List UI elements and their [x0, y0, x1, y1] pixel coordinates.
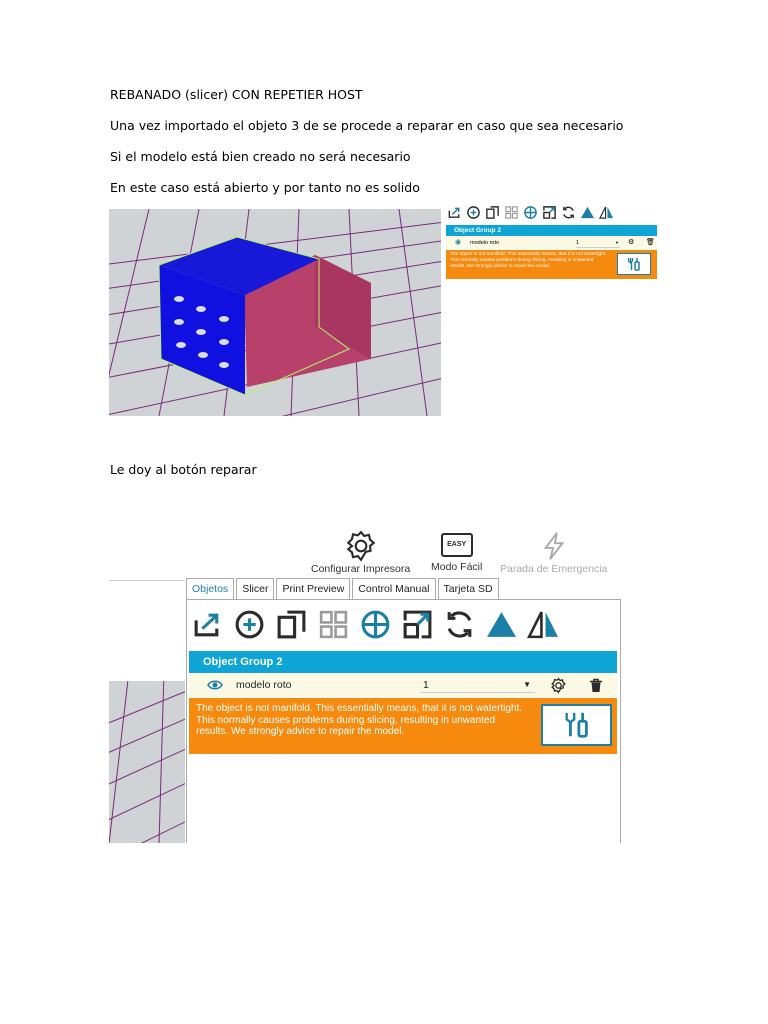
add-icon[interactable] [466, 205, 481, 220]
mirror-icon[interactable] [580, 205, 595, 220]
mirror-split-icon[interactable] [527, 608, 560, 641]
scale-icon[interactable] [401, 608, 434, 641]
chevron-down-icon: ▼ [523, 680, 531, 689]
object-name: modelo roto [236, 679, 292, 691]
tab-control-manual[interactable]: Control Manual [352, 578, 435, 600]
doc-title: REBANADO (slicer) CON REPETIER HOST [110, 87, 363, 102]
warning-text: The object is not manifold. This essentially means, that it is not watertight. This normally causes problems during slicing, resulting in unwanted results. We strongly advice to repair the model. [196, 703, 523, 737]
objects-tab-content [186, 599, 621, 843]
eye-icon[interactable] [207, 678, 223, 692]
easy-mode-label: Modo Fácil [431, 561, 483, 573]
tab-slicer[interactable]: Slicer [236, 578, 274, 600]
repair-button[interactable] [541, 704, 612, 746]
eye-icon[interactable]: ◉ [455, 239, 462, 246]
trash-icon[interactable]: 🗑 [646, 239, 655, 246]
object-row[interactable] [189, 674, 617, 697]
object-group-header[interactable]: Object Group 2 [189, 651, 617, 673]
export-icon[interactable] [191, 608, 224, 641]
grid-floor [109, 209, 441, 416]
mirror-split-icon[interactable] [599, 205, 614, 220]
rotate-icon[interactable] [561, 205, 576, 220]
tab-bar [186, 578, 501, 600]
center-icon[interactable] [359, 608, 392, 641]
repair-button-small[interactable] [617, 253, 651, 275]
trash-icon[interactable] [588, 677, 604, 694]
doc-paragraph-3: En este caso está abierto y por tanto no es solido [110, 180, 420, 195]
object-toolbar [191, 608, 560, 641]
copies-value-small: 1 [576, 240, 580, 246]
lightning-icon [539, 529, 569, 563]
tab-tarjeta-sd[interactable]: Tarjeta SD [438, 578, 499, 600]
object-row-small[interactable] [446, 237, 657, 249]
easy-badge-icon: EASY [441, 533, 473, 557]
grid-icon[interactable] [504, 205, 519, 220]
copies-select[interactable] [421, 677, 535, 693]
gear-icon [344, 529, 378, 563]
copy-icon[interactable] [485, 205, 500, 220]
manifold-warning-small [446, 250, 657, 279]
tab-print-preview[interactable]: Print Preview [276, 578, 350, 600]
copies-select-small[interactable] [576, 237, 620, 248]
rotate-icon[interactable] [443, 608, 476, 641]
add-icon[interactable] [233, 608, 266, 641]
configure-printer-button[interactable] [311, 523, 410, 575]
toolbar-small [447, 205, 614, 223]
grid-icon[interactable] [317, 608, 350, 641]
doc-paragraph-2: Si el modelo está bien creado no será necesario [110, 149, 411, 164]
viewport-3d-zoomed[interactable] [109, 580, 185, 843]
viewport-3d[interactable] [109, 209, 441, 416]
grid-floor [109, 581, 185, 843]
doc-paragraph-4: Le doy al botón reparar [110, 462, 257, 477]
manifold-warning [189, 698, 617, 754]
object-name-small: modelo roto [470, 240, 500, 246]
configure-printer-label: Configurar Impresora [311, 563, 411, 575]
repair-icon [562, 710, 592, 740]
center-icon[interactable] [523, 205, 538, 220]
tab-objetos[interactable]: Objetos [186, 578, 234, 602]
doc-paragraph-1: Una vez importado el objeto 3 de se procede a reparar en caso que sea necesario [110, 118, 624, 133]
emergency-stop-button[interactable] [500, 523, 607, 575]
chevron-down-icon: ▼ [615, 240, 619, 245]
gear-icon[interactable] [550, 677, 567, 694]
emergency-stop-label: Parada de Emergencia [500, 563, 608, 575]
copy-icon[interactable] [275, 608, 308, 641]
object-panel-small [444, 205, 659, 415]
object-panel [186, 578, 621, 843]
copies-value: 1 [423, 679, 429, 691]
gear-icon[interactable]: ⚙ [628, 239, 635, 246]
scale-icon[interactable] [542, 205, 557, 220]
repair-icon [626, 256, 642, 272]
mirror-icon[interactable] [485, 608, 518, 641]
export-icon[interactable] [447, 205, 462, 220]
warning-text-small: The object is not manifold. This essentially means, that it is not watertight. This normally causes problems during slicing, resulting in unwanted results. We strongly advice to repair the model. [450, 252, 607, 269]
repetier-ui-zoomed [109, 523, 621, 843]
easy-mode-button[interactable] [431, 523, 482, 573]
object-group-header-small[interactable]: Object Group 2 [446, 225, 657, 236]
